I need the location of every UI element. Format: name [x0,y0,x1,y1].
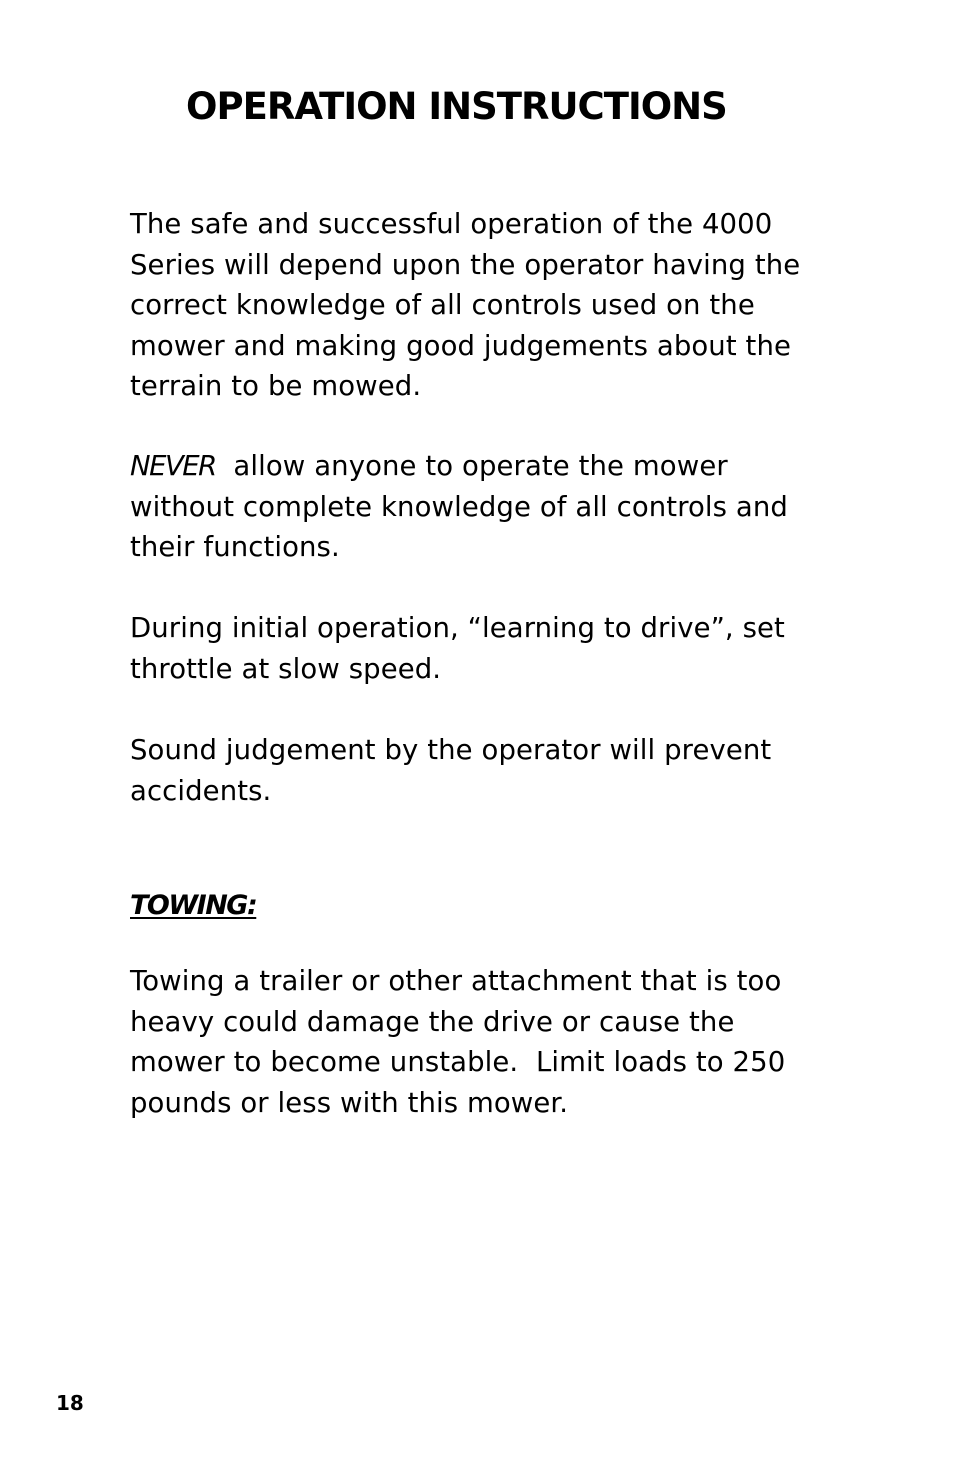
intro-paragraph [130,204,850,407]
warning-paragraph [130,446,850,568]
page-number: 18 [56,1391,84,1415]
warning-line: without complete knowledge of all controls and [130,490,788,523]
warning-line: their functions. [130,531,340,563]
towing-paragraph [130,961,850,1123]
judgement-line: Sound judgement by the operator will prevent [130,734,772,766]
warning-line [130,446,850,487]
initial-operation-paragraph [130,608,850,689]
initial-operation-line: throttle at slow speed. [130,652,442,685]
intro-line: mower and making good judgements about the [130,329,791,362]
towing-line: Towing a trailer or other attachment that is too [130,965,782,997]
judgement-paragraph [130,730,850,811]
warning-line-rest: allow anyone to operate the mower [215,450,728,482]
intro-line: Series will depend upon the operator having the [130,248,801,281]
intro-line: correct knowledge of all controls used on the [130,289,755,321]
intro-line: The safe and successful operation of the 4000 [130,208,773,240]
warning-emphasis: NEVER [130,450,216,482]
initial-operation-line: During initial operation, “learning to drive”, set [130,612,785,644]
intro-line: terrain to be mowed. [130,370,422,402]
towing-line: heavy could damage the drive or cause the [130,1005,735,1038]
towing-line: mower to become unstable. Limit loads to 250 [130,1046,786,1078]
page-title: OPERATION INSTRUCTIONS [186,85,727,128]
judgement-line: accidents. [130,774,272,807]
towing-heading: TOWING: [130,890,257,921]
towing-line: pounds or less with this mower. [130,1086,569,1119]
